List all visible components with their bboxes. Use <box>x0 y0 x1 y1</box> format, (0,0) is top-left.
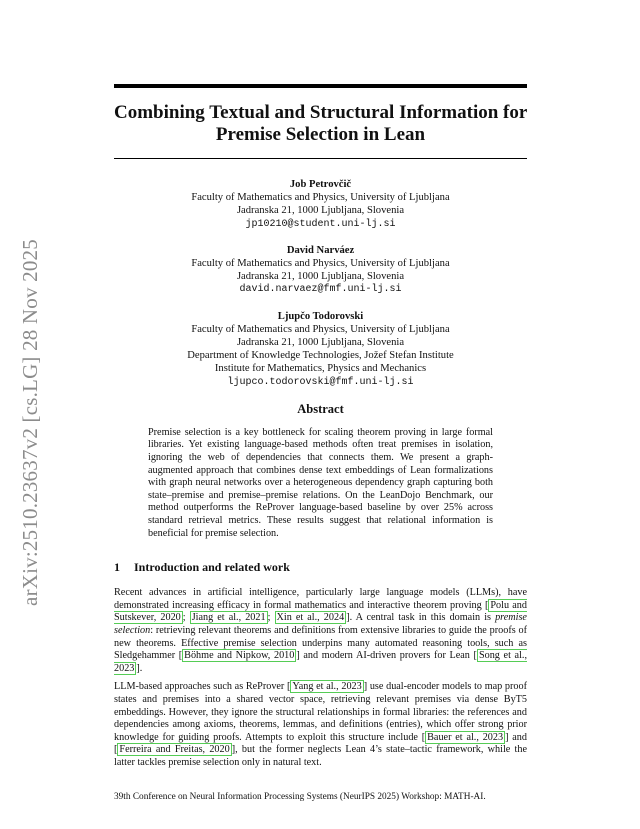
paper-page <box>114 84 527 802</box>
text-run: ; <box>267 612 275 624</box>
conference-footnote: 39th Conference on Neural Information Processing Systems (NeurIPS 2025) Workshop: MATH-AI. <box>114 791 486 802</box>
author-affiliation: Faculty of Mathematics and Physics, University of Ljubljana <box>191 192 450 204</box>
text-run: LLM-based approaches such as ReProver [ <box>114 681 291 693</box>
author-affiliation: Institute for Mathematics, Physics and Mechanics <box>214 363 427 375</box>
author-affiliation: Department of Knowledge Technologies, Jožef Stefan Institute <box>187 350 454 362</box>
citation-link[interactable]: Yang et al., 2023 <box>292 681 362 693</box>
text-run: : retrieving relevant theorems and definitions from extensive libraries to guide the proofs of new theorems. Effective premise selection underpins many automated reasoning tools, such as Sledgehammer <box>114 624 527 662</box>
abstract-text: Premise selection is a key bottleneck for scaling theorem proving in large formal libraries. Yet existing language-based methods often treat premises in isolation, ignoring the web of dependencies that connects them. We present a graph-augmented approach that combines dense text embeddings of Lean formalizations with graph neural networks over a heterogeneous dependency graph capturing both state–premise and premise–premise relations. On the LeanDojo Benchmark, our method outperforms the ReProver language-based baseline by over 25% across standard retrieval metrics. These results suggest that relational information is beneficial for premise selection. <box>148 426 493 539</box>
author-email[interactable]: jp10210@student.uni-lj.si <box>245 218 396 230</box>
intro-paragraph-2: LLM-based approaches such as ReProver [ Yang et al., 2023 ] use dual-encoder models to map proof states and premises into a shared vector space, retrieving relevant premises via dense ByT5 embeddings. However, they ignore the structural relationships in formal libraries: the references and dependencies among axioms, theorems, lemmas, and definitions (entries), which offer strong prior knowledge for guiding proofs. Attempts to exploit this structure include [ Bauer et al., 2023 ] and [ Ferreira and Freitas, 2020 ], but the former neglects Lean 4’s state–tactic framework, while the latter tackles premise selection only in natural text. <box>114 681 528 768</box>
citation-link[interactable]: Böhme and Nipkow, 2010 <box>184 650 295 662</box>
text-run: Recent advances in artificial intelligence, particularly large language models (LLMs), have demonstrated increasing efficacy in formal mathematics and interactive theorem proving <box>114 587 527 611</box>
abstract-heading: Abstract <box>297 401 344 416</box>
author-name: David Narváez <box>286 244 355 256</box>
author-affiliation: Faculty of Mathematics and Physics, University of Ljubljana <box>191 258 450 270</box>
emphasis-term: premise selection <box>114 612 527 636</box>
author-block <box>114 178 527 389</box>
author-email[interactable]: ljupco.todorovski@fmf.uni-lj.si <box>227 376 414 388</box>
text-run: ], but the former neglects Lean 4’s state–tactic framework, while the latter tackles premise selection only in natural text. <box>114 744 527 768</box>
citation-link[interactable]: Jiang et al., 2021 <box>191 612 266 624</box>
section-title: Introduction and related work <box>134 560 290 575</box>
section-number: 1 <box>114 560 120 575</box>
author-affiliation: Jadranska 21, 1000 Ljubljana, Slovenia <box>236 271 405 283</box>
text-run: ] and <box>505 731 527 743</box>
author-2 <box>114 244 527 297</box>
citation-link[interactable]: Ferreira and Freitas, 2020 <box>119 744 230 756</box>
citation-link[interactable]: Song et al., 2023 <box>114 650 528 674</box>
author-1 <box>114 178 527 231</box>
author-email[interactable]: david.narvaez@fmf.uni-lj.si <box>239 284 402 296</box>
arxiv-stamp-text: arXiv:2510.23637v2 [cs.LG] 28 Nov 2025 <box>17 238 42 606</box>
arxiv-stamp <box>16 232 44 612</box>
intro-paragraph-1: Recent advances in artificial intelligence, particularly large language models (LLMs), have demonstrated increasing efficacy in formal mathematics and interactive theorem proving [ Polu and Sutskever, 2020 ; Jiang et al., 2021 ; Xin et al., 2024 ]. A central task in this domain is premise selection: retrieving relevant theorems and definitions from extensive libraries to guide the proofs of new theorems. Effective premise selection underpins many automated reasoning tools, such as Sledgehammer [ Böhme and Nipkow, 2010 ] and modern AI-driven provers for Lean [ Song et al., 2023 ]. <box>114 587 528 674</box>
author-affiliation: Jadranska 21, 1000 Ljubljana, Slovenia <box>236 337 405 349</box>
citation-link[interactable]: Bauer et al., 2023 <box>427 731 504 743</box>
author-name: Ljupčo Todorovski <box>277 310 364 322</box>
author-3 <box>114 310 527 389</box>
citation-link[interactable]: Xin et al., 2024 <box>276 612 345 624</box>
title-rule-top <box>114 84 527 88</box>
text-run: ]. <box>136 662 143 674</box>
author-name: Job Petrovčič <box>289 179 352 190</box>
title-rule-bottom <box>114 158 527 159</box>
text-run: ] use dual-encoder models to map proof states and premises into a shared vector space, retrieving relevant premises via dense ByT5 embeddings. However, they ignore the structural relationships in formal libraries: the references and dependencies among axioms, theorems, lemmas, and definitions (entries), which offer strong prior knowledge for guiding proofs. Attempts to exploit this structure include [ <box>114 681 528 743</box>
text-run: ; <box>182 612 190 624</box>
paper-title <box>114 102 527 146</box>
section-heading <box>114 560 527 575</box>
text-run: ]. A central task in this domain is <box>346 612 496 624</box>
author-affiliation: Jadranska 21, 1000 Ljubljana, Slovenia <box>236 205 405 217</box>
author-affiliation: Faculty of Mathematics and Physics, University of Ljubljana <box>191 323 450 335</box>
text-run: ] and modern AI-driven provers for Lean <box>296 650 474 662</box>
citation-link[interactable]: Polu and Sutskever, 2020 <box>114 599 527 624</box>
title-line-1: Combining Textual and Structural Information for <box>114 102 528 123</box>
title-line-2: Premise Selection in Lean <box>215 124 426 145</box>
